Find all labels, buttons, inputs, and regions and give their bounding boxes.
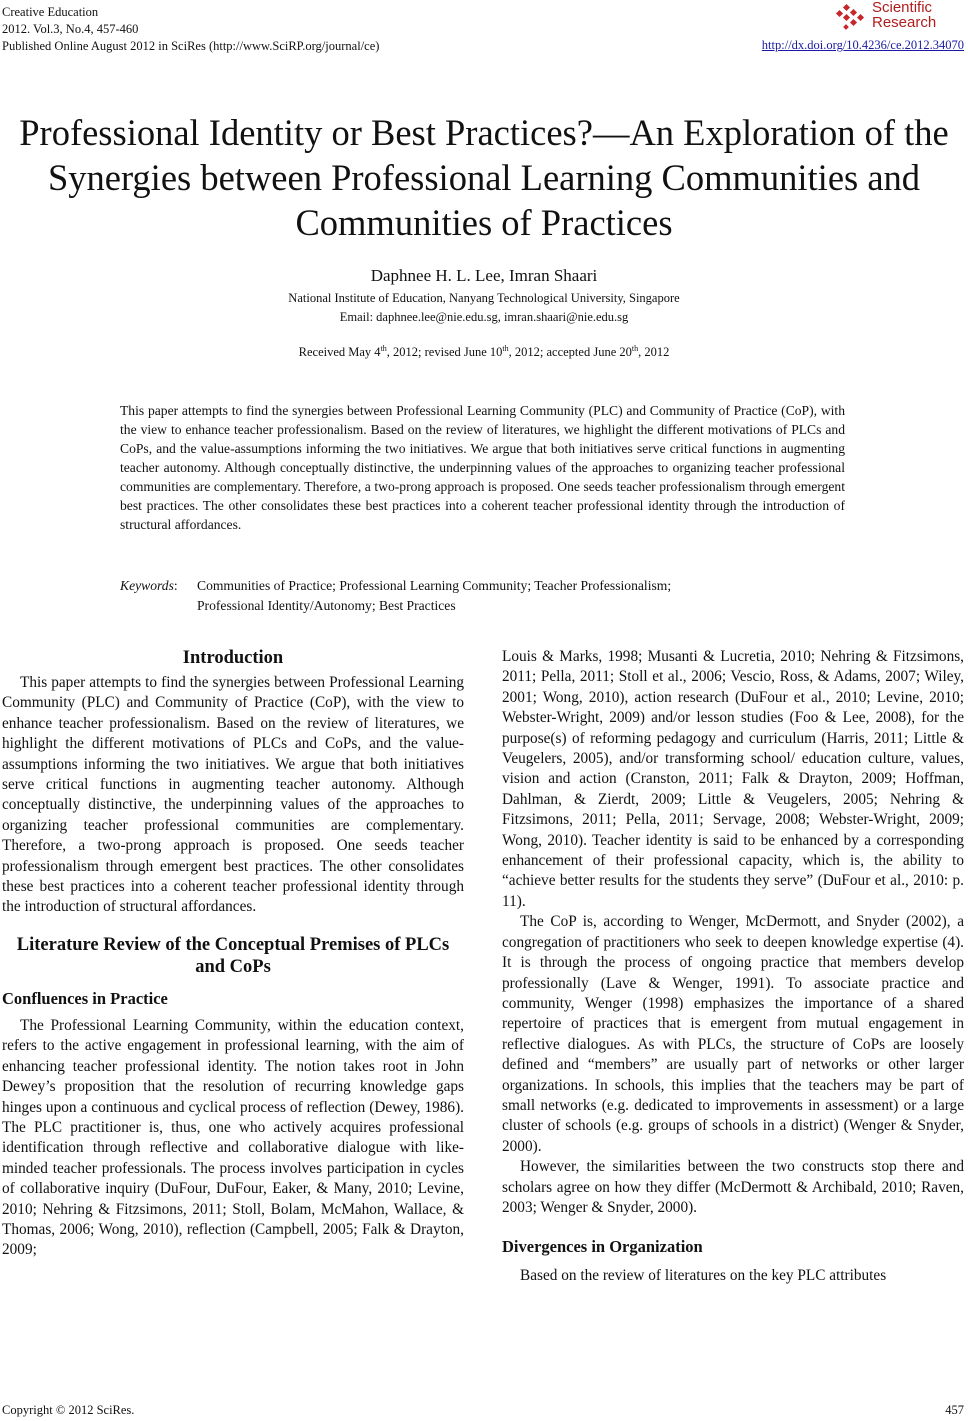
journal-header	[2, 4, 379, 55]
affiliation: National Institute of Education, Nanyang Technological University, Singapore	[288, 291, 680, 305]
keywords-line-1: Communities of Practice; Professional Learning Community; Teacher Professionalism;	[197, 578, 672, 593]
keywords	[120, 576, 845, 613]
divergences-heading: Divergences in Organization	[502, 1237, 703, 1257]
copyright: Copyright © 2012 SciRes.	[2, 1403, 135, 1417]
divergences-paragraph: Based on the review of literatures on the key PLC attributes	[520, 1267, 887, 1285]
left-column	[2, 647, 464, 1261]
received-part-2: , 2012; revised June 10	[386, 345, 503, 360]
title-line-1: Professional Identity or Best Practices?—An Exploration of the	[19, 112, 949, 153]
logo-line-1: Scientific	[872, 0, 933, 16]
continued-paragraph: Louis & Marks, 1998; Musanti & Lucretia, 2010; Nehring & Fitzsimons, 2011; Pella, 2011; Stoll et al., 2006; Vescio, Ross, & Adams, 2007; Wiley, 2001; Wong, 2010), action research (DuFour et al., 2010; Levine, 2010; Webster-Wright, 2009) and/or lesson studies (Foo & Lee, 2008), for the purpose(s) of reforming pedagogy and curriculum (Harris, 2011; Little & Veugelers, 2005), and/or transforming school/ education culture, values, vision and action (Cranston, 2011; Falk & Drayton, 2009; Hoffman, Dahlman, & Zierdt, 2009; Little & Veugelers, 2005; Nehring & Fitzsimons, 2011; Pella, 2011; Servage, 2008; Webster-Wright, 2009; Wong, 2010). Teacher identity is said to be enhanced by a corresponding enhancement of their professional capacity, which is, the ability to “achieve better results for the students they serve” (DuFour et al., 2010: p. 11).	[502, 648, 964, 910]
doi-link[interactable]: http://dx.doi.org/10.4236/ce.2012.34070	[761, 38, 964, 52]
received-part-4: , 2012	[638, 345, 670, 360]
title-line-2: Synergies between Professional Learning Communities and	[47, 157, 921, 198]
keywords-list	[197, 576, 847, 616]
cop-paragraph: The CoP is, according to Wenger, McDermott, and Snyder (2002), a congregation of practitioners who seek to deepen knowledge expertise (4). It is through the process of ongoing practice that members develop professionally (Lave & Wenger, 1991). To associate practice and community, Wenger (1998) emphasizes the importance of a shared repertoire of practices that is emergent from mutual engagement in reflective dialogues. As with PLCs, the structure of CoPs are loosely defined and “members” are usually part of networks or other larger organizations. In schools, this implies that the teachers may be part of small networks (e.g. dedicated to improvements in assessment) or a large cluster of schools (e.g. groups of schools in a district) (Wenger & Snyder, 2000).	[502, 913, 964, 1155]
literature-review-heading: Literature Review of the Conceptual Premises of PLCs and CoPs	[16, 934, 450, 977]
received-dates	[0, 344, 968, 360]
journal-volume: 2012. Vol.3, No.4, 457-460	[2, 22, 139, 36]
published-line: Published Online August 2012 in SciRes (http://www.SciRP.org/journal/ce)	[2, 39, 380, 53]
introduction-paragraph: This paper attempts to find the synergies between Professional Learning Community (PLC) and Community of Practice (CoP), with the view to enhance teacher professionalism. Based on the review of literatures, we highlight the different motivations of PLCs and CoPs, and the value-assumptions informing the two initiatives. We argue that both initiatives serve critical functions in augmenting teacher autonomy. Although conceptually distinctive, the underpinning values of the approaches to organizing teacher professional communities are complementary. Therefore, a two-prong approach is proposed. One seeds teacher professionalism through emergent best practices. The other consolidates these best practices into a coherent teacher professional identity through the introduction of structural affordances.	[2, 674, 464, 916]
scientific-research-logo	[834, 0, 964, 34]
received-part-3: , 2012; accepted June 20	[508, 345, 632, 360]
abstract: This paper attempts to find the synergies between Professional Learning Community (PLC) and Community of Practice (CoP), with the view to enhance teacher professionalism. Based on the review of literatures, we highlight the different motivations of PLCs and CoPs, and the value-assumptions informing the two initiatives. We argue that both initiatives serve critical functions in augmenting teacher autonomy. Although conceptually distinctive, the underpinning values of the approaches to organizing teacher professional communities are complementary. Therefore, a two-prong approach is proposed. One seeds teacher professionalism through emergent best practices. The other consolidates these best practices into a coherent teacher professional identity through the introduction of structural affordances.	[120, 403, 845, 532]
keywords-label: Keywords	[120, 578, 174, 593]
paper-title	[0, 110, 968, 245]
logo-text	[872, 0, 936, 30]
right-column	[502, 647, 964, 1287]
ordinal-sup-2: th	[502, 344, 509, 353]
page-number: 457	[945, 1403, 964, 1417]
keywords-colon: :	[173, 578, 178, 593]
keywords-line-2: Professional Identity/Autonomy; Best Practices	[197, 598, 456, 613]
email-line: Email: daphnee.lee@nie.edu.sg, imran.shaari@nie.edu.sg	[339, 310, 629, 324]
confluences-paragraph: The Professional Learning Community, within the education context, refers to the active engagement in professional learning, with the aim of enhancing teacher professional identity. The notion takes root in John Dewey’s proposition that the resolution of recurring knowledge gaps hinges upon a continuous and cyclical process of reflection (Dewey, 1986). The PLC practitioner is, thus, one who actively acquires professional identification through reflective and collaborative dialogue with like-minded teacher professionals. The process involves participation in cycles of collaborative inquiry (DuFour, DuFour, Eaker, & Many, 2010; Levine, 2010; Nehring & Fitzsimons, 2011; Stoll, Bolam, McMahon, Wallace, & Thomas, 2006; Wong, 2010), reflection (Campbell, 2005; Falk & Drayton, 2009;	[2, 1016, 464, 1259]
introduction-heading: Introduction	[182, 648, 284, 668]
however-paragraph: However, the similarities between the two constructs stop there and scholars agree on how they differ (McDermott & Archibald, 2010; Raven, 2003; Wenger & Snyder, 2000).	[502, 1158, 964, 1216]
confluences-heading: Confluences in Practice	[2, 988, 168, 1008]
ordinal-sup-1: th	[380, 344, 387, 353]
title-line-3: Communities of Practices	[295, 202, 673, 243]
ordinal-sup-3: th	[631, 344, 639, 353]
journal-name: Creative Education	[2, 5, 99, 19]
logo-diamonds-icon	[834, 1, 866, 33]
authors: Daphnee H. L. Lee, Imran Shaari	[370, 266, 598, 285]
logo-line-2: Research	[872, 14, 937, 31]
received-part-1: Received May 4	[298, 345, 381, 360]
